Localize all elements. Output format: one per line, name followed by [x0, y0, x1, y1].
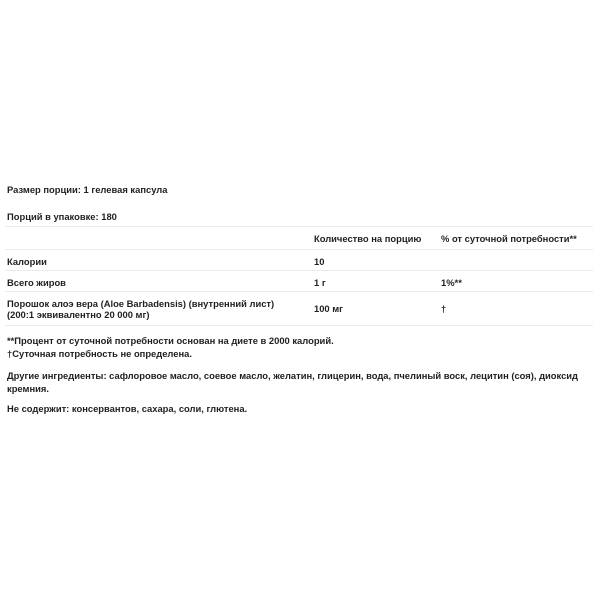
ingredient-name-detail: (200:1 эквивалентно 20 000 мг) — [7, 309, 150, 320]
ingredient-amount: 1 г — [312, 271, 439, 292]
serving-size: Размер порции: 1 гелевая капсула — [7, 184, 168, 195]
ingredient-dv — [439, 250, 593, 271]
footnotes — [7, 335, 587, 360]
ingredient-dv: † — [439, 292, 593, 326]
table-row — [5, 250, 593, 271]
table-header-row — [5, 227, 593, 250]
ingredient-name: Калории — [5, 250, 312, 271]
other-ingredients: Другие ингредиенты: сафлоровое масло, соевое масло, желатин, глицерин, вода, пчелиный воск, лецитин (соя), диоксид кремния. — [7, 370, 579, 394]
servings-per-container: Порций в упаковке: 180 — [7, 211, 117, 222]
ingredient-name: Порошок алоэ вера (Aloe Barbadensis) (внутренний лист) — [7, 298, 275, 309]
header-amount: Количество на порцию — [312, 227, 439, 250]
table-row — [5, 292, 593, 326]
header-ingredient — [5, 227, 312, 250]
supplement-facts-table — [5, 226, 593, 326]
dv-footnote: **Процент от суточной потребности основан на диете в 2000 калорий. — [7, 335, 334, 346]
ingredient-name: Всего жиров — [5, 271, 312, 292]
ingredient-name-cell — [5, 292, 312, 326]
ingredient-amount: 10 — [312, 250, 439, 271]
ingredient-amount: 100 мг — [312, 292, 439, 326]
dagger-footnote: †Суточная потребность не определена. — [7, 347, 192, 359]
free-of-statement: Не содержит: консервантов, сахара, соли, глютена. — [7, 403, 248, 414]
ingredient-dv: 1%** — [439, 271, 593, 292]
table-row — [5, 271, 593, 292]
header-daily-value: % от суточной потребности** — [439, 227, 593, 250]
